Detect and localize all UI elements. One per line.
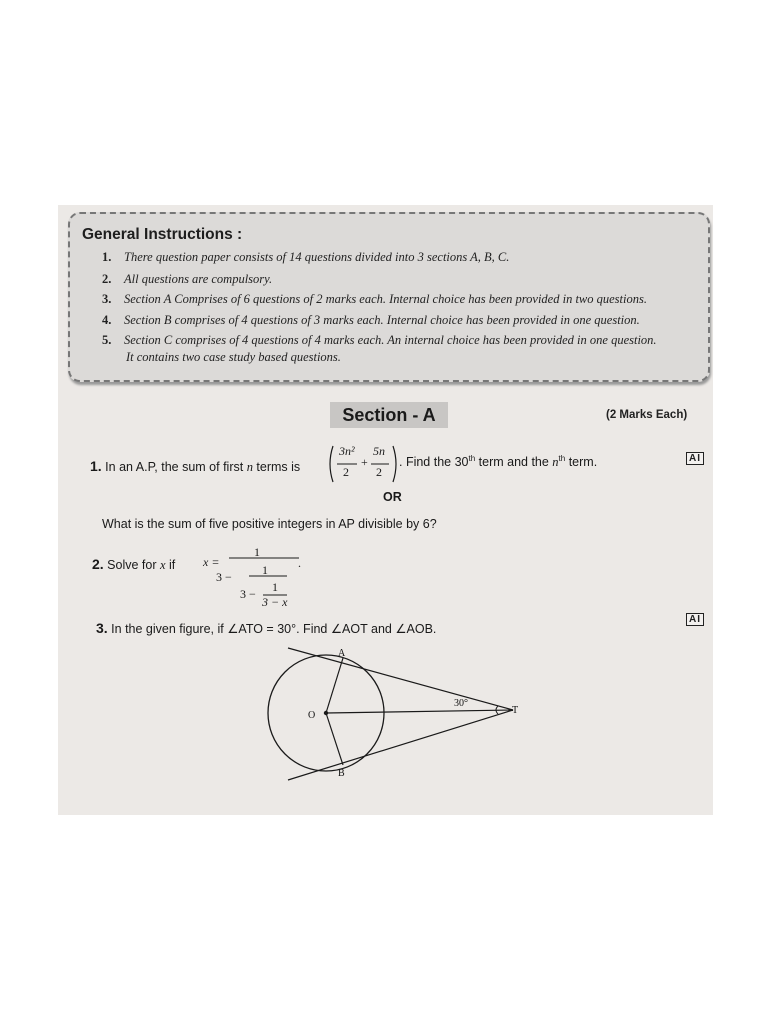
instruction-number: 1. <box>102 250 112 264</box>
question-number: 2. <box>92 556 104 572</box>
label-B: B <box>338 768 345 779</box>
q1-frac2-numerator: 5n <box>373 444 385 458</box>
ai-badge: AI <box>686 452 704 465</box>
q2-dot: . <box>298 556 301 570</box>
instruction-text: Section B comprises of 4 questions of 3 marks each. Internal choice has been provided in one question. <box>124 313 640 327</box>
q2-one-a: 1 <box>254 545 260 559</box>
instruction-item <box>102 272 272 287</box>
label-A: A <box>338 648 346 659</box>
question-number: 1. <box>90 458 102 474</box>
q1-var-n2: n <box>552 455 559 470</box>
q1-or: OR <box>383 490 402 504</box>
radius-OB <box>326 713 343 765</box>
line-OT <box>326 710 513 713</box>
q2-var-x: x <box>159 558 166 572</box>
q1-suffix-b: term and the <box>475 455 553 470</box>
question-3 <box>96 620 436 636</box>
instruction-text: Section C comprises of 4 questions of 4 marks each. An internal choice has been provided in one question. <box>124 333 657 347</box>
instruction-item <box>102 313 640 328</box>
q2-prefix: Solve for <box>107 558 160 572</box>
q1-mid: terms is <box>252 460 301 474</box>
center-point <box>324 711 328 715</box>
q1-frac1-denominator: 2 <box>343 465 349 479</box>
tangent-line-bottom <box>288 710 513 780</box>
q1-suffix-a: . Find the 30 <box>399 455 469 470</box>
tangent-figure <box>258 640 528 785</box>
instruction-number: 3. <box>102 292 112 306</box>
instruction-item <box>102 292 647 307</box>
instruction-item <box>102 250 509 265</box>
label-O: O <box>308 710 316 721</box>
q2-one-b: 1 <box>262 563 268 577</box>
q1-suffix-c: term. <box>565 455 598 470</box>
instruction-number: 5. <box>102 333 112 347</box>
section-title: Section - A <box>330 402 448 428</box>
q2-one-c: 1 <box>272 580 278 594</box>
q2-lhs: x = <box>203 555 220 569</box>
instruction-number: 4. <box>102 313 112 327</box>
instruction-text: All questions are compulsory. <box>124 272 273 286</box>
section-marks: (2 Marks Each) <box>606 409 688 421</box>
label-angle: 30° <box>454 698 468 709</box>
q2-three-a: 3 − <box>216 570 232 584</box>
q1-suffix <box>399 454 597 470</box>
q1-alternative: What is the sum of five positive integers in AP divisible by 6? <box>102 517 437 531</box>
q1-var-n: n <box>246 460 253 474</box>
question-number: 3. <box>96 620 108 636</box>
q2-three-b: 3 − <box>240 587 256 601</box>
ai-badge: AI <box>686 613 704 626</box>
q1-sup-th: th <box>468 454 476 463</box>
q2-mid: if <box>165 558 176 572</box>
instruction-text: There question paper consists of 14 questions divided into 3 sections A, B, C. <box>124 250 510 264</box>
q1-sup-th2: th <box>558 454 566 463</box>
instruction-number: 2. <box>102 272 112 286</box>
q1-frac2-denominator: 2 <box>376 465 382 479</box>
instruction-continuation: It contains two case study based questions. <box>126 350 341 364</box>
instruction-item <box>102 333 657 348</box>
q2-inner: 3 − x <box>262 595 288 609</box>
label-T: T <box>512 705 519 716</box>
q1-plus: + <box>361 455 368 469</box>
instruction-text: Section A Comprises of 6 questions of 2 marks each. Internal choice has been provided in two questions. <box>124 292 647 306</box>
tangent-line-top <box>288 648 513 710</box>
q1-prefix: In an A.P, the sum of first <box>105 460 247 474</box>
q1-frac1-numerator: 3n² <box>339 444 355 458</box>
instructions-title: General Instructions : <box>82 226 243 243</box>
radius-OA <box>326 658 343 713</box>
q3-text: In the given figure, if ∠ATO = 30°. Find ∠AOT and ∠AOB. <box>111 622 437 636</box>
question-2 <box>92 556 175 573</box>
question-1 <box>90 458 300 475</box>
